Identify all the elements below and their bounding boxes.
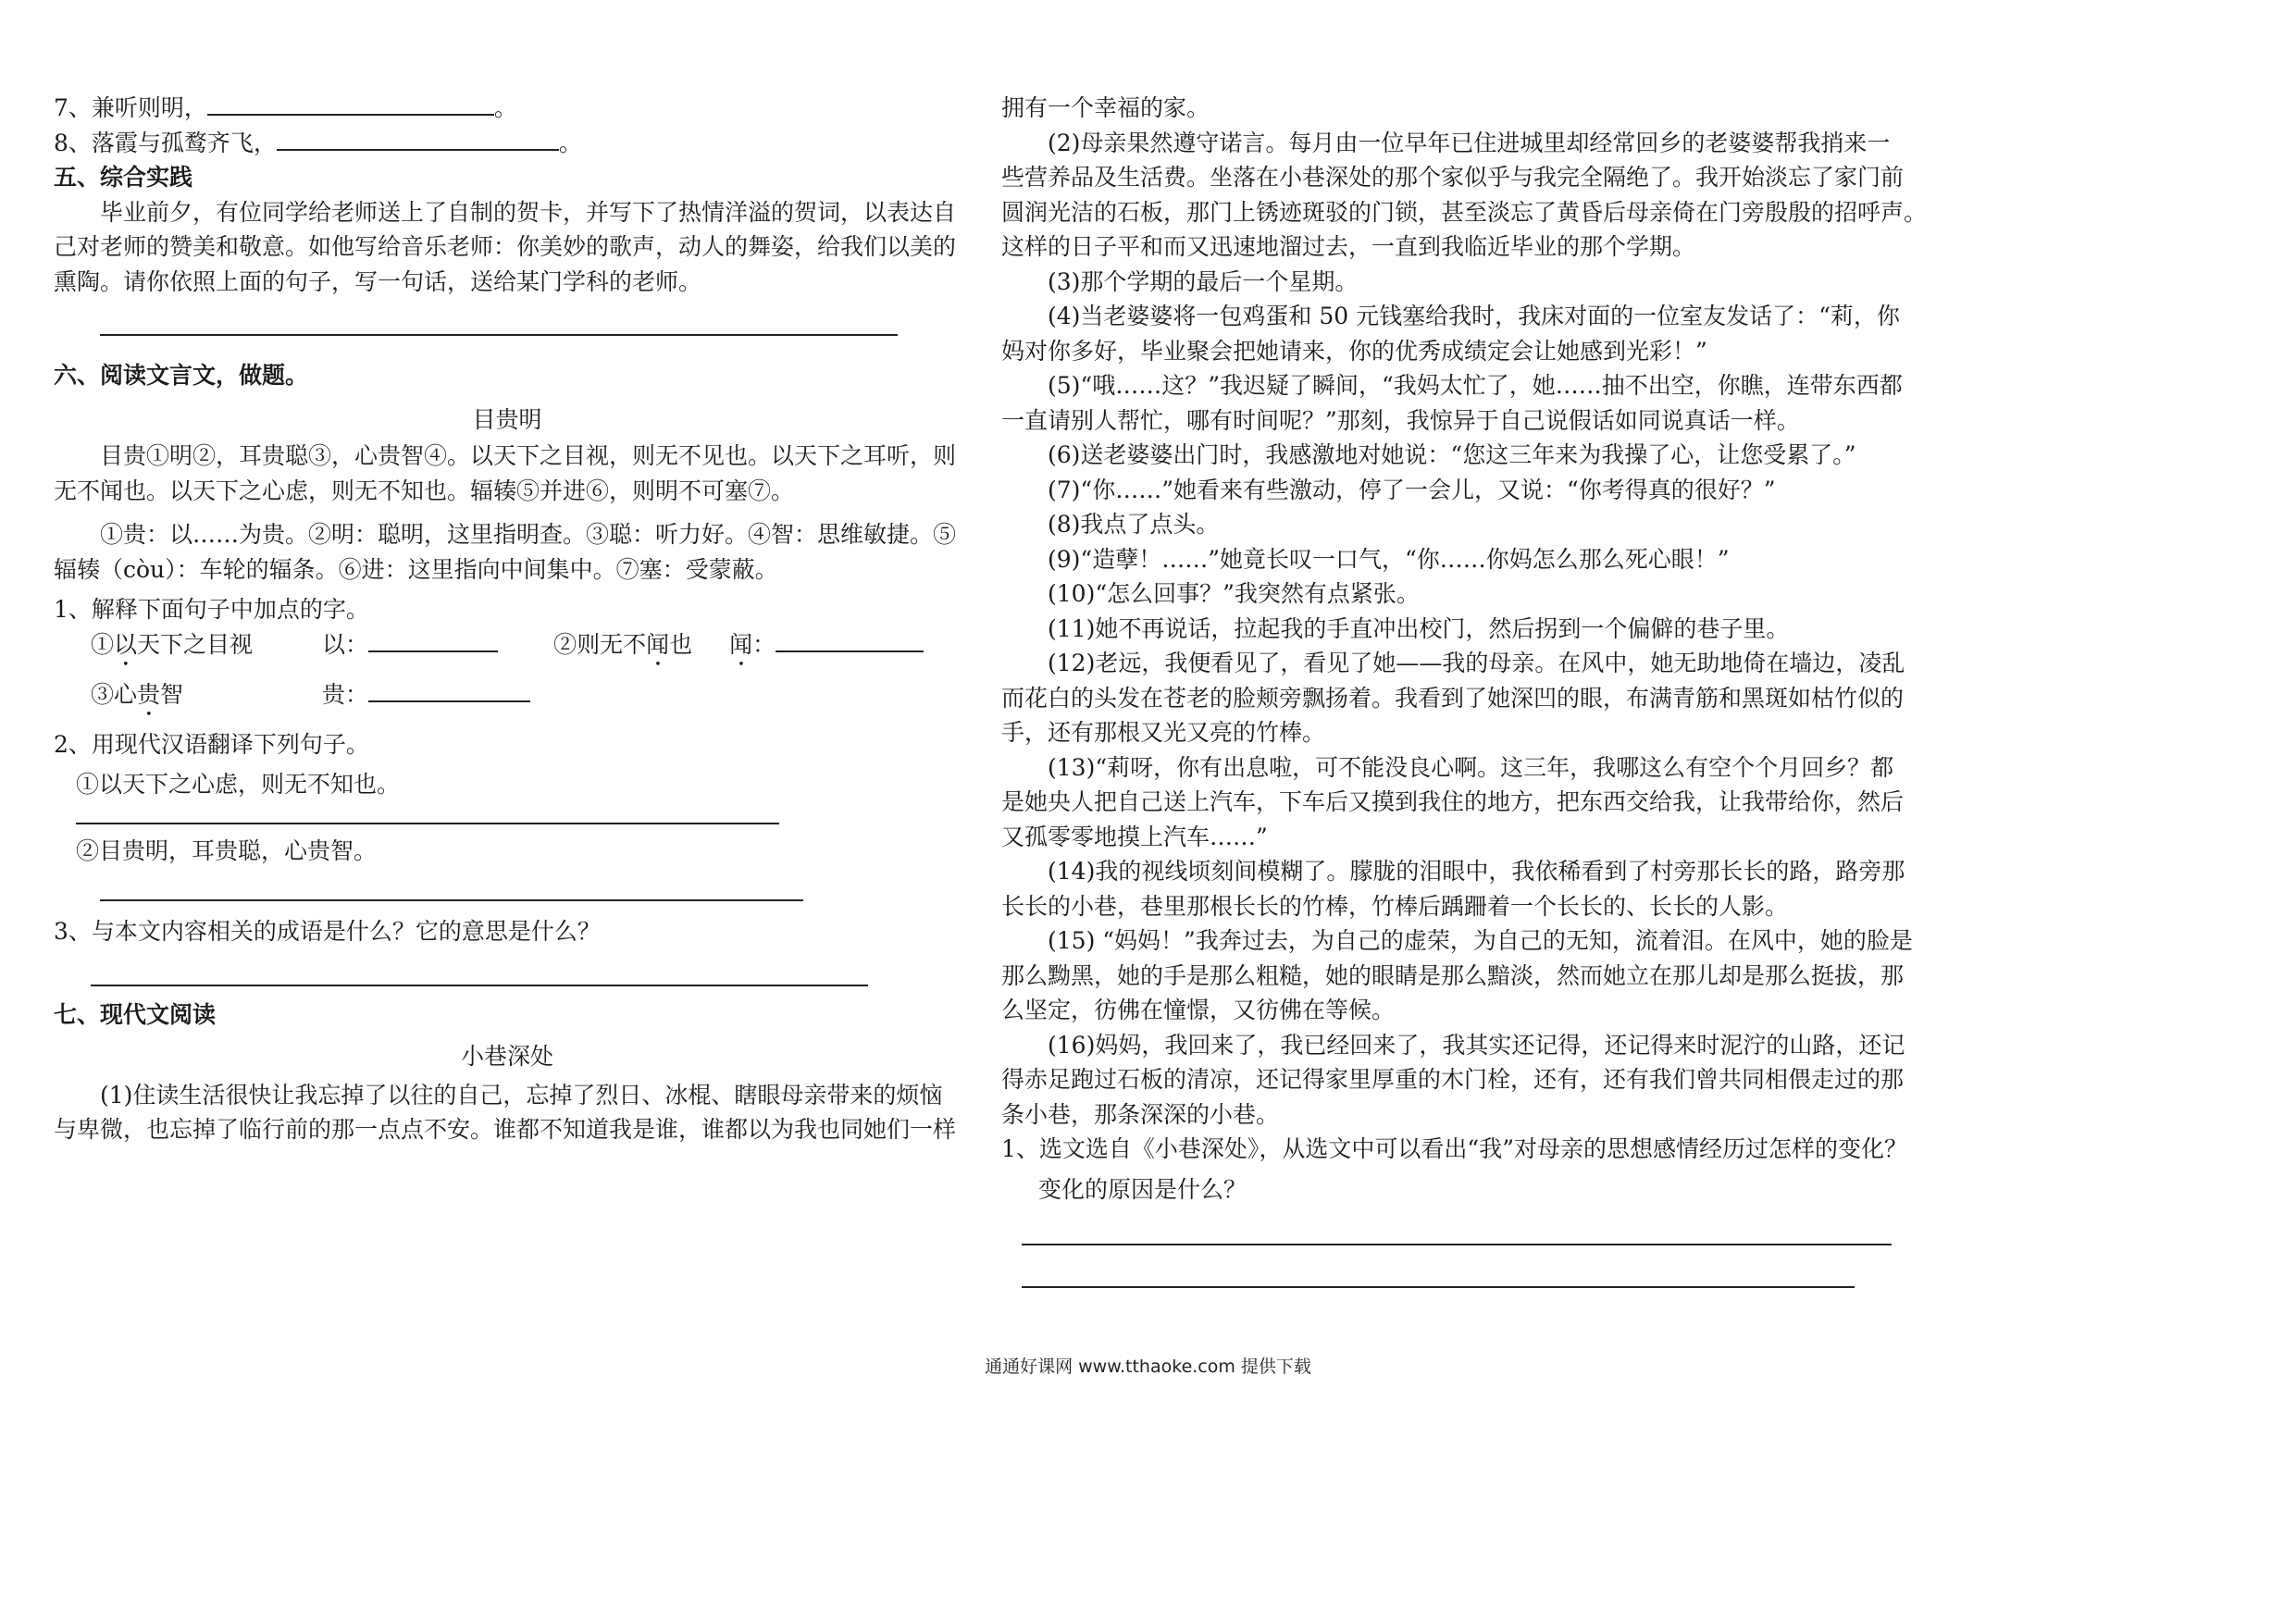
story-line: 圆润光洁的石板，那门上锈迹斑驳的门锁，甚至淡忘了黄昏后母亲倚在门旁殷殷的招呼声。 [1001,198,1928,226]
answer-blank[interactable] [776,628,924,652]
section-5-text: 己对老师的赞美和敬意。如他写给音乐老师：你美妙的歌声，动人的舞姿，给我们以美的 [54,233,957,260]
story-line: (11)她不再说话，拉起我的手直冲出校门，然后拐到一个偏僻的巷子里。 [1048,614,1790,642]
reading-question-cont: 变化的原因是什么？ [1038,1175,1247,1203]
story-continuation [1001,91,1927,1132]
answer-blank[interactable] [368,628,498,652]
story-line: (8)我点了点头。 [1048,511,1220,538]
story-line: 得赤足跑过石板的清凉，还记得家里厚重的木门栓，还有，还有我们曾共同相偎走过的那 [1001,1066,1905,1093]
section-7-title: 七、现代文阅读 [54,1000,217,1028]
story-line: (4)当老婆婆将一包鸡蛋和 50 元钱塞给我时，我床对面的一位室友发话了：“莉，你 [1048,303,1900,329]
q3-prompt: 3、与本文内容相关的成语是什么？它的意思是什么？ [54,918,601,945]
dotted-char: 闻 [729,630,753,658]
story-line: 又孤零零地摸上汽车……” [1001,823,1268,850]
section-5-title: 五、综合实践 [54,164,193,191]
passage-text: 目贵①明②，耳贵聪③，心贵智④。以天下之目视，则无不见也。以天下之耳听，则 [100,442,957,469]
story-line: 手，还有那根又光又亮的竹棒。 [1001,719,1326,746]
q1-prompt: 1、解释下面句子中加点的字。 [54,596,369,623]
q2-sentence-1: ①以天下之心虑，则无不知也。 [76,771,401,798]
story-line: 条小巷，那条深深的小巷。 [1001,1100,1280,1128]
dotted-char: 闻 [646,630,670,658]
story-line: 那么黝黑，她的手是那么粗糙，她的眼睛是那么黯淡，然而她立在那儿却是那么挺拔，那 [1001,961,1905,989]
answer-line[interactable] [76,823,779,824]
story-line: 一直请别人帮忙，哪有时间呢？”那刻，我惊异于自己说假话如同说真话一样。 [1001,406,1800,434]
section-5-text: 毕业前夕，有位同学给老师送上了自制的贺卡，并写下了热情洋溢的贺词，以表达自 [100,198,957,226]
annotation-text: ①贵：以……为贵。②明：聪明，这里指明查。③聪：听力好。④智：思维敏捷。⑤ [100,521,957,548]
story-line: (2)母亲果然遵守诺言。每月由一位早年已住进城里却经常回乡的老婆婆帮我捎来一 [1048,129,1891,156]
passage-text: 无不闻也。以天下之心虑，则无不知也。辐辏⑤并进⑥，则明不可塞⑦。 [54,477,795,504]
story-line: (15) “妈妈！”我奔过去，为自己的虚荣，为自己的无知，流着泪。在风中，她的脸是 [1048,927,1913,954]
story-line: 长长的小巷，巷里那根长长的竹棒，竹棒后踽跚着一个长长的、长长的人影。 [1001,892,1789,920]
story-line: (12)老远，我便看见了，看见了她——我的母亲。在风中，她无助地倚在墙边，凌乱 [1048,650,1905,676]
answer-line[interactable] [100,899,803,901]
section-5-text: 熏陶。请你依照上面的句子，写一句话，送给某门学科的老师。 [54,267,702,295]
q2-prompt: 2、用现代汉语翻译下列句子。 [54,730,369,758]
section-6-title: 六、阅读文言文，做题。 [54,362,309,389]
story-line: (13)“莉呀，你有出息啦，可不能没良心啊。这三年，我哪这么有空个个月回乡？都 [1048,753,1894,781]
story-line: 而花白的头发在苍老的脸颊旁飘扬着。我看到了她深凹的眼，布满青筋和黑斑如枯竹似的 [1001,684,1905,712]
story-line: (6)送老婆婆出门时，我感激地对她说：“您这三年来为我操了心，让您受累了。” [1048,441,1856,468]
reading-question: 1、选文选自《小巷深处》，从选文中可以看出“我”对母亲的思想感情经历过怎样的变化？ [1001,1135,1907,1162]
story-line: 些营养品及生活费。坐落在小巷深处的那个家似乎与我完全隔绝了。我开始淡忘了家门前 [1001,164,1905,191]
answer-blank[interactable] [368,678,530,702]
passage-title: 小巷深处 [460,1043,553,1070]
story-line: 妈对你多好，毕业聚会把她请来，你的优秀成绩定会让她感到光彩！” [1001,337,1707,365]
question-7: 7、兼听则明， 。 [54,91,961,126]
story-line: (3)那个学期的最后一个星期。 [1048,267,1359,295]
story-line: (10)“怎么回事？”我突然有点紧张。 [1048,580,1420,607]
right-column [1001,91,1927,1288]
footer-credit: 通通好课网 www.tthaoke.com 提供下载 [985,1357,1311,1377]
q2-sentence-2: ②目贵明，耳贵聪，心贵智。 [76,836,378,864]
passage-title: 目贵明 [472,405,542,433]
answer-blank[interactable] [277,127,559,151]
story-line: (7)“你……”她看来有些激动，停了一会儿，又说：“你考得真的很好？” [1048,476,1776,503]
dotted-char: 以 [114,630,138,658]
q1-items-row: ③心贵智 贵： [54,677,961,722]
story-line: 么坚定，彷佛在憧憬，又彷佛在等候。 [1001,997,1396,1023]
story-line: (16)妈妈，我回来了，我已经回来了，我其实还记得，还记得来时泥泞的山路，还记 [1048,1031,1905,1059]
answer-blank[interactable] [207,92,494,116]
story-line: (14)我的视线顷刻间模糊了。朦胧的泪眼中，我依稀看到了村旁那长长的路，路旁那 [1048,858,1905,885]
q1-items-row: ①以天下之目视 以： ②则无不闻也 闻： [54,627,961,672]
story-line: 这样的日子平和而又迅速地溜过去，一直到我临近毕业的那个学期。 [1001,233,1696,260]
story-line: (5)“哦……这？”我迟疑了瞬间，“我妈太忙了，她……抽不出空，你瞧，连带东西都 [1048,372,1903,399]
dotted-char: 贵 [137,680,161,708]
question-8: 8、落霞与孤鹜齐飞， 。 [54,126,961,161]
story-line: 拥有一个幸福的家。 [1001,94,1210,121]
passage-text: (1)住读生活很快让我忘掉了以往的自己，忘掉了烈日、冰棍、瞎眼母亲带来的烦恼 [100,1081,943,1109]
story-line: 是她央人把自己送上汽车，下车后又摸到我住的地方，把东西交给我，让我带给你，然后 [1001,788,1905,815]
story-line: (9)“造孽！……”她竟长叹一口气，“你……你妈怎么那么死心眼！” [1048,545,1730,573]
annotation-text: 辐辏（còu）：车轮的辐条。⑥进：这里指向中间集中。⑦塞：受蒙蔽。 [54,555,778,583]
answer-line[interactable] [1022,1286,1855,1288]
passage-text: 与卑微，也忘掉了临行前的那一点点不安。谁都不知道我是谁，谁都以为我也同她们一样 [54,1116,957,1143]
left-column [54,91,961,1147]
